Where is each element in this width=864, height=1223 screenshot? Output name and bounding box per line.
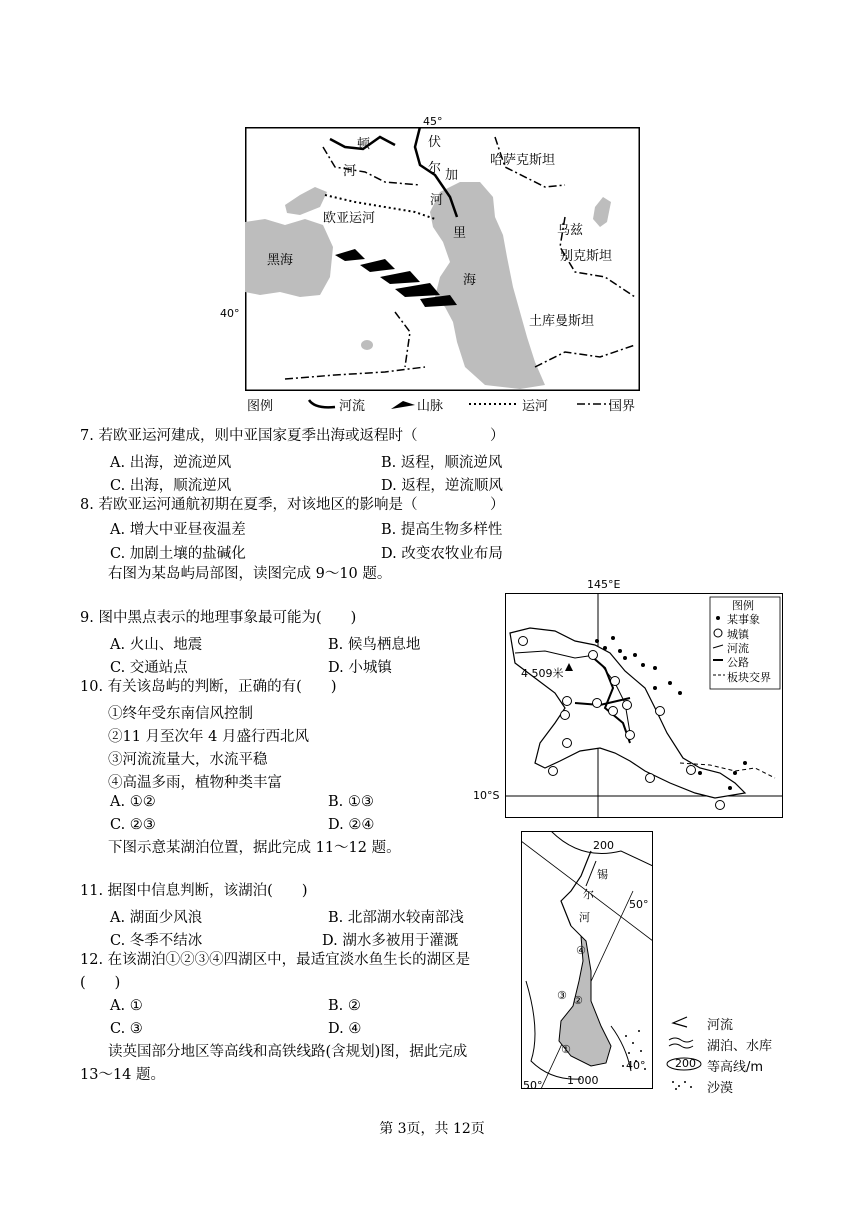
lat-label-left: 40° xyxy=(220,307,240,320)
river-label-2: 尔 xyxy=(583,888,594,901)
contour-legend-number: 200 xyxy=(675,1057,696,1070)
map-lake-legend xyxy=(665,1012,815,1097)
q11-option-a: A. 湖面少风浪 xyxy=(110,910,203,926)
intro-11-12: 下图示意某湖泊位置，据此完成 11～12 题。 xyxy=(108,840,401,856)
volga-label-3: 加 xyxy=(445,168,459,183)
desert-legend-icon xyxy=(669,1078,699,1092)
contour-200-label: 200 xyxy=(593,839,614,852)
q12-option-b: B. ② xyxy=(328,998,361,1014)
caspian-label-2: 海 xyxy=(463,273,477,288)
q12-option-a: A. ① xyxy=(110,998,143,1014)
turkmen-label: 土库曼斯坦 xyxy=(529,314,595,329)
peak-label: 4 509米 xyxy=(521,667,564,680)
q9-option-b: B. 候鸟栖息地 xyxy=(328,637,421,653)
q9-option-d: D. 小城镇 xyxy=(328,660,392,676)
q9-stem: 9. 图中黑点表示的地理事象最可能为( ) xyxy=(80,610,357,626)
q10-statement-2: ②11 月至次年 4 月盛行西北风 xyxy=(108,729,310,745)
zone-4-label: ④ xyxy=(576,944,586,957)
q9-option-a: A. 火山、地震 xyxy=(110,637,203,653)
lat-label: 10°S xyxy=(473,789,500,802)
lat-bottom-label: 50° xyxy=(523,1079,543,1092)
q7-option-d: D. 返程，逆流顺风 xyxy=(381,478,503,494)
lake-legend-contour: 等高线/m xyxy=(707,1060,764,1075)
lake-legend-lake: 湖泊、水库 xyxy=(707,1039,773,1054)
eurasia-canal-label: 欧亚运河 xyxy=(323,211,376,226)
q8-option-d: D. 改变农牧业布局 xyxy=(381,546,503,562)
q10-option-c: C. ②③ xyxy=(110,817,156,833)
island-legend-item4: 公路 xyxy=(727,656,749,669)
q11-option-b: B. 北部湖水较南部浅 xyxy=(328,910,464,926)
q10-statement-1: ①终年受东南信风控制 xyxy=(108,706,253,722)
q8-option-a: A. 增大中亚昼夜温差 xyxy=(110,522,246,538)
intro-13-14-line2: 13～14 题。 xyxy=(80,1067,166,1083)
legend-border: 国界 xyxy=(609,399,636,414)
lat-40-label: 40° xyxy=(626,1059,646,1072)
island-legend-item2: 城镇 xyxy=(727,628,749,641)
border-legend-icon xyxy=(577,397,613,411)
legend-title: 图例 xyxy=(247,399,274,414)
river-label-1: 锡 xyxy=(597,868,608,881)
legend-river: 河流 xyxy=(339,399,366,414)
q11-option-c: C. 冬季不结冰 xyxy=(110,933,203,949)
island-legend-item3: 河流 xyxy=(727,642,749,655)
lat-50-label: 50° xyxy=(629,898,649,911)
q11-stem: 11. 据图中信息判断，该湖泊( ) xyxy=(80,883,308,899)
black-sea-label: 黑海 xyxy=(267,253,294,268)
mountain-legend-icon xyxy=(389,397,419,411)
q12-option-c: C. ③ xyxy=(110,1021,143,1037)
intro-9-10: 右图为某岛屿局部图，读图完成 9～10 题。 xyxy=(108,566,392,582)
uzbek-label-1: 乌兹 xyxy=(557,223,584,238)
q8-stem: 8. 若欧亚运河通航初期在夏季，对该地区的影响是（ ） xyxy=(80,497,505,513)
q8-option-b: B. 提高生物多样性 xyxy=(381,522,503,538)
zone-3-label: ③ xyxy=(557,989,567,1002)
q10-statement-3: ③河流流量大，水流平稳 xyxy=(108,752,268,768)
lake-legend-desert: 沙漠 xyxy=(707,1081,734,1096)
contour-1000-label: 1 000 xyxy=(567,1074,599,1087)
page-footer: 第 3页，共 12页 xyxy=(379,1121,485,1137)
canal-legend-icon xyxy=(469,397,519,411)
map-island xyxy=(473,578,783,818)
lon-label: 145°E xyxy=(587,578,621,591)
q7-option-a: A. 出海，逆流逆风 xyxy=(110,455,232,471)
lake-legend-icon xyxy=(667,1036,697,1050)
lake-legend-river: 河流 xyxy=(707,1018,734,1033)
caspian-label-1: 里 xyxy=(453,226,467,241)
q12-stem-line1: 12. 在该湖泊①②③④四湖区中，最适宜淡水鱼生长的湖区是 xyxy=(80,952,471,968)
q12-option-d: D. ④ xyxy=(328,1021,362,1037)
don-label-1: 顿 xyxy=(357,137,371,152)
island-legend-item5: 板块交界 xyxy=(727,671,771,684)
map-caspian-legend xyxy=(247,395,647,413)
legend-mountain: 山脉 xyxy=(417,399,444,414)
intro-13-14-line1: 读英国部分地区等高线和高铁线路(含规划)图，据此完成 xyxy=(108,1044,468,1060)
q7-option-c: C. 出海，顺流逆风 xyxy=(110,478,232,494)
q7-option-b: B. 返程，顺流逆风 xyxy=(381,455,503,471)
volga-label-4: 河 xyxy=(430,193,444,208)
legend-canal: 运河 xyxy=(522,399,549,414)
volga-label-1: 伏 xyxy=(428,135,442,150)
q10-option-b: B. ①③ xyxy=(328,794,374,810)
q10-statement-4: ④高温多雨，植物种类丰富 xyxy=(108,775,282,791)
river-legend-icon xyxy=(667,1015,697,1029)
kazakhstan-label: 哈萨克斯坦 xyxy=(490,153,556,168)
island-legend-item1: 某事象 xyxy=(727,613,760,626)
volga-label-2: 尔 xyxy=(428,161,442,176)
q10-option-a: A. ①② xyxy=(110,794,156,810)
zone-2-label: ② xyxy=(573,994,583,1007)
map-lake xyxy=(521,831,653,1096)
river-legend-icon xyxy=(307,397,337,411)
don-label-2: 河 xyxy=(343,164,357,179)
q10-stem: 10. 有关该岛屿的判断，正确的有( ) xyxy=(80,679,337,695)
q12-stem-line2: ( ) xyxy=(80,975,121,991)
island-legend-title: 图例 xyxy=(732,599,754,612)
lat-label-top: 45° xyxy=(423,115,443,128)
map-caspian xyxy=(220,115,640,391)
q7-stem: 7. 若欧亚运河建成，则中亚国家夏季出海或返程时（ ） xyxy=(80,428,505,444)
uzbek-label-2: 别克斯坦 xyxy=(560,249,613,264)
q9-option-c: C. 交通站点 xyxy=(110,660,188,676)
map-lake-drawing xyxy=(521,831,653,1096)
river-label-3: 河 xyxy=(579,911,590,924)
zone-1-label: ① xyxy=(561,1043,571,1056)
q10-option-d: D. ②④ xyxy=(328,817,375,833)
q8-option-c: C. 加剧土壤的盐碱化 xyxy=(110,546,246,562)
q11-option-d: D. 湖水多被用于灌溉 xyxy=(322,933,459,949)
